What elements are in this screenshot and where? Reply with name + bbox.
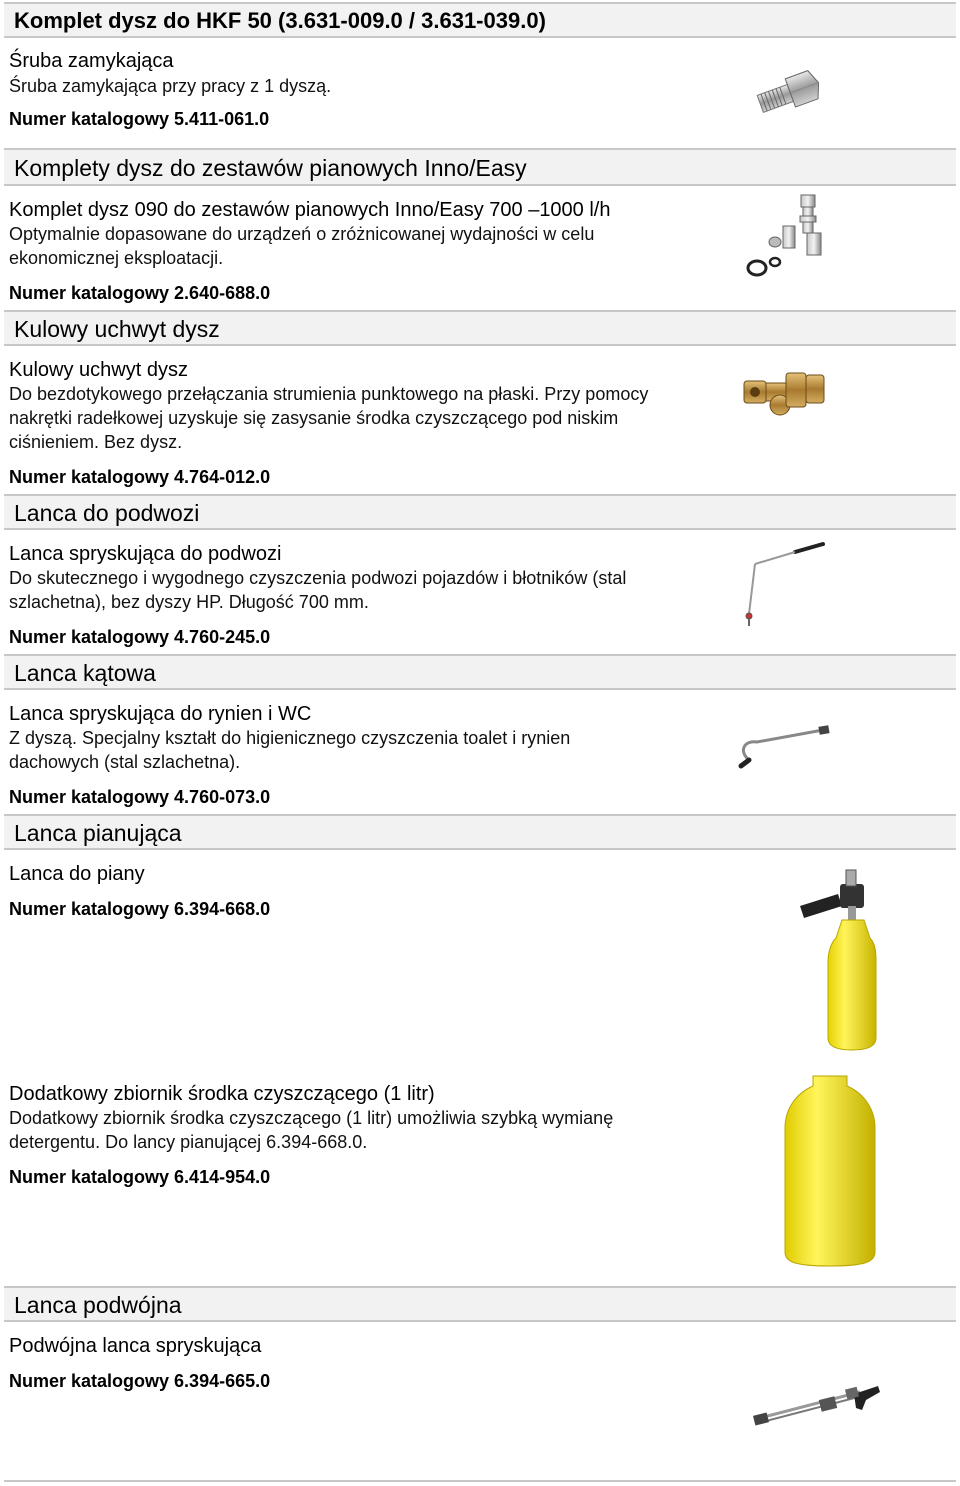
product-title: Podwójna lanca spryskująca — [9, 1335, 262, 1357]
catalog-number: Numer katalogowy 2.640-688.0 — [9, 283, 271, 303]
double-lance-image — [750, 1370, 885, 1430]
catalog-number: Numer katalogowy 6.394-668.0 — [9, 899, 271, 919]
foam-lance-image — [790, 862, 880, 1052]
screw-plug-image — [750, 62, 830, 122]
product-description: Do bezdotykowego przełączania strumienia punktowego na płaski. Przy pomocy nakrętki radełkowej uzyskuje się zasysanie środka czyszczącego pod niskim ciśnieniem. Bez dysz. — [9, 384, 649, 452]
product-description: Optymalnie dopasowane do urządzeń o zróżnicowanej wydajności w celu ekonomicznej eksploatacji. — [9, 224, 595, 268]
section-title: Lanca kątowa — [14, 660, 156, 686]
section-title: Komplet dysz do HKF 50 (3.631-009.0 / 3.631-039.0) — [14, 8, 546, 33]
section-header — [4, 814, 956, 850]
catalog-number: Numer katalogowy 6.414-954.0 — [9, 1167, 271, 1187]
page-bottom-divider — [4, 1480, 956, 1482]
product-description: Do skutecznego i wygodnego czyszczenia podwozi pojazdów i błotników (stal szlachetna), bez dyszy HP. Długość 700 mm. — [9, 568, 627, 612]
section-title: Lanca do podwozi — [14, 500, 200, 526]
section-title: Lanca pianująca — [14, 820, 182, 846]
product-title: Lanca spryskująca do podwozi — [9, 543, 282, 565]
ball-nozzle-holder-image — [740, 365, 830, 425]
section-title: Kulowy uchwyt dysz — [14, 316, 220, 342]
section-header — [4, 1286, 956, 1322]
section-header — [4, 148, 956, 186]
section-header — [4, 310, 956, 346]
underbody-lance-image — [735, 538, 830, 633]
product-title: Lanca spryskująca do rynien i WC — [9, 703, 312, 725]
section-header — [4, 654, 956, 690]
catalog-number: Numer katalogowy 5.411-061.0 — [9, 109, 270, 129]
section-header — [4, 494, 956, 530]
angled-lance-image — [735, 718, 835, 778]
product-description: Z dyszą. Specjalny kształt do higienicznego czyszczenia toalet i rynien dachowych (stal szlachetna). — [9, 728, 571, 772]
catalog-number: Numer katalogowy 4.760-073.0 — [9, 787, 271, 807]
catalog-number: Numer katalogowy 6.394-665.0 — [9, 1371, 271, 1391]
product-title: Śruba zamykająca — [9, 50, 174, 72]
product-title: Komplet dysz 090 do zestawów pianowych Inno/Easy 700 –1000 l/h — [9, 199, 611, 221]
catalog-number: Numer katalogowy 4.760-245.0 — [9, 627, 271, 647]
section-header — [4, 2, 956, 38]
section-title: Lanca podwójna — [14, 1292, 182, 1318]
product-description: Śruba zamykająca przy pracy z 1 dyszą. — [9, 76, 332, 96]
nozzle-kit-image — [745, 190, 835, 285]
section-title: Komplety dysz do zestawów pianowych Inno/Easy — [14, 155, 527, 181]
product-title: Dodatkowy zbiornik środka czyszczącego (1 litr) — [9, 1083, 435, 1105]
product-title: Lanca do piany — [9, 863, 145, 885]
catalog-number: Numer katalogowy 4.764-012.0 — [9, 467, 271, 487]
product-description: Dodatkowy zbiornik środka czyszczącego (1 litr) umożliwia szybką wymianę detergentu. Do lancy pianującej 6.394-668.0. — [9, 1108, 614, 1152]
detergent-tank-image — [775, 1070, 885, 1270]
product-title: Kulowy uchwyt dysz — [9, 359, 188, 381]
